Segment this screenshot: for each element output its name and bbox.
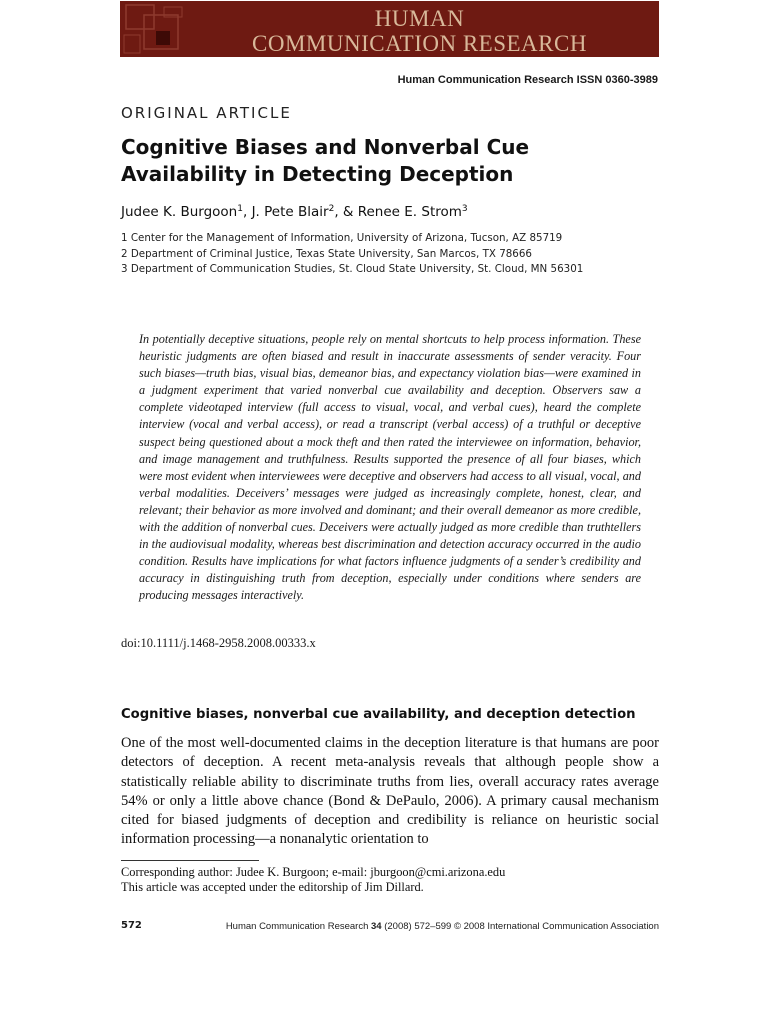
- footer-citation: (2008) 572–599 © 2008 International Communication Association: [384, 921, 659, 932]
- running-footer: [226, 921, 659, 932]
- author-name: Renee E. Strom: [357, 204, 462, 220]
- affiliation-3: 3 Department of Communication Studies, St. Cloud State University, St. Cloud, MN 56301: [121, 263, 584, 275]
- journal-title-line2: COMMUNICATION RESEARCH: [252, 31, 587, 56]
- journal-issn: Human Communication Research ISSN 0360-3989: [397, 74, 658, 86]
- article-title: Cognitive Biases and Nonverbal Cue Availability in Detecting Deception: [121, 135, 530, 186]
- abstract: In potentially deceptive situations, people rely on mental shortcuts to help process information. These heuristic judgments are often biased and result in inaccurate assessments of sender veracity. Four such biases—truth bias, visual bias, demeanor bias, and expectancy violation bias—were examined in a judgment experiment that varied nonverbal cue availability and deception. Observers saw a complete videotaped interview (full access to visual, vocal, and verbal cues), heard the complete interview (vocal and verbal access), or read a transcript (verbal access) of a truthful or deceptive suspect being questioned about a mock theft and then rated the interviewee on information, behavior, and image management and truthfulness. Results supported the presence of all four biases, which were most evident when interviewees were deceptive and observers had access to all visual, vocal, and verbal modalities. Deceivers’ messages were judged as increasingly complete, honest, clear, and relevant; their behavior as more involved and dominant; and their overall demeanor as more credible, with the addition of nonverbal cues. Deceivers were actually judged as more credible than truthtellers in the audiovisual modality, whereas best discrimination and detection accuracy occurred in the audio condition. Results have implications for what factors influence judgments of a sender’s credibility and accuracy in distinguishing truth from deception, especially under conditions where senders are producing messages interactively.: [139, 332, 641, 603]
- banner-pattern-decoration: [120, 1, 188, 57]
- journal-banner: [120, 1, 659, 57]
- body-paragraph: One of the most well-documented claims in the deception literature is that humans are poor detectors of deception. A recent meta-analysis reveals that although people show a statistically reliable ability to discriminate truths from lies, overall accuracy rates average 54% or only a little above chance (Bond & DePaulo, 2006). A primary causal mechanism cited for biased judgments of deception and credibility is reliance on heuristic social information processing—a nonanalytic orientation to: [121, 735, 659, 848]
- author-name: Judee K. Burgoon: [121, 204, 238, 220]
- footnote-editorship: This article was accepted under the editorship of Jim Dillard.: [121, 880, 424, 894]
- author-separator: ,: [242, 204, 252, 220]
- affiliation-1: 1 Center for the Management of Information, University of Arizona, Tucson, AZ 85719: [121, 232, 563, 244]
- affiliation-2: 2 Department of Criminal Justice, Texas State University, San Marcos, TX 78666: [121, 248, 532, 260]
- page-number: 572: [121, 920, 142, 931]
- author-list: [121, 204, 468, 220]
- footnote-divider: [121, 860, 259, 861]
- author-name: J. Pete Blair: [251, 204, 329, 220]
- section-heading: Cognitive biases, nonverbal cue availability, and deception detection: [121, 707, 636, 722]
- footnote-corresponding-author: Corresponding author: Judee K. Burgoon; e-mail: jburgoon@cmi.arizona.edu: [121, 865, 506, 879]
- footer-journal-name: Human Communication Research: [225, 921, 369, 932]
- journal-title-line1: HUMAN: [374, 6, 465, 31]
- journal-title: [180, 6, 659, 56]
- author-affiliation-marker: 3: [461, 204, 468, 214]
- author-separator: , &: [334, 204, 358, 220]
- doi: doi:10.1111/j.1468-2958.2008.00333.x: [121, 636, 316, 650]
- article-type-label: ORIGINAL ARTICLE: [121, 104, 292, 122]
- author-affiliation-marker: 1: [237, 204, 243, 214]
- author-affiliation-marker: 2: [328, 204, 335, 214]
- footer-volume: 34: [371, 921, 382, 932]
